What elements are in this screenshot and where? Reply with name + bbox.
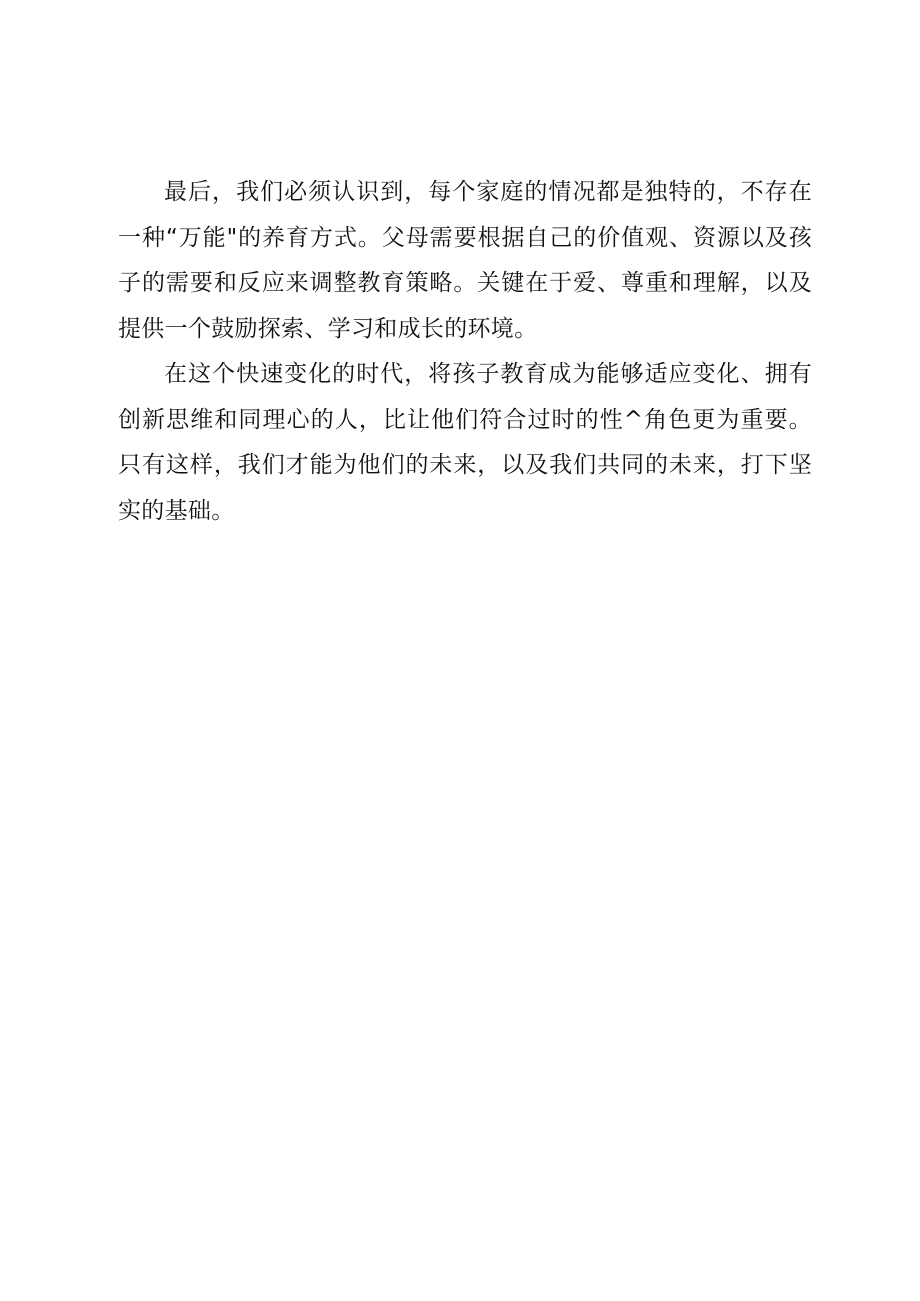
document-body [118, 170, 812, 534]
paragraph-2: 在这个快速变化的时代，将孩子教育成为能够适应变化、拥有创新思维和同理心的人，比让他们符合过时的性^角色更为重要。只有这样，我们才能为他们的未来，以及我们共同的未来，打下坚实的基础。 [118, 361, 812, 524]
paragraph-1: 最后，我们必须认识到，每个家庭的情况都是独特的，不存在一种“万能"的养育方式。父母需要根据自己的价值观、资源以及孩子的需要和反应来调整教育策略。关键在于爱、尊重和理解，以及提供一个鼓励探索、学习和成长的环境。 [118, 179, 812, 342]
